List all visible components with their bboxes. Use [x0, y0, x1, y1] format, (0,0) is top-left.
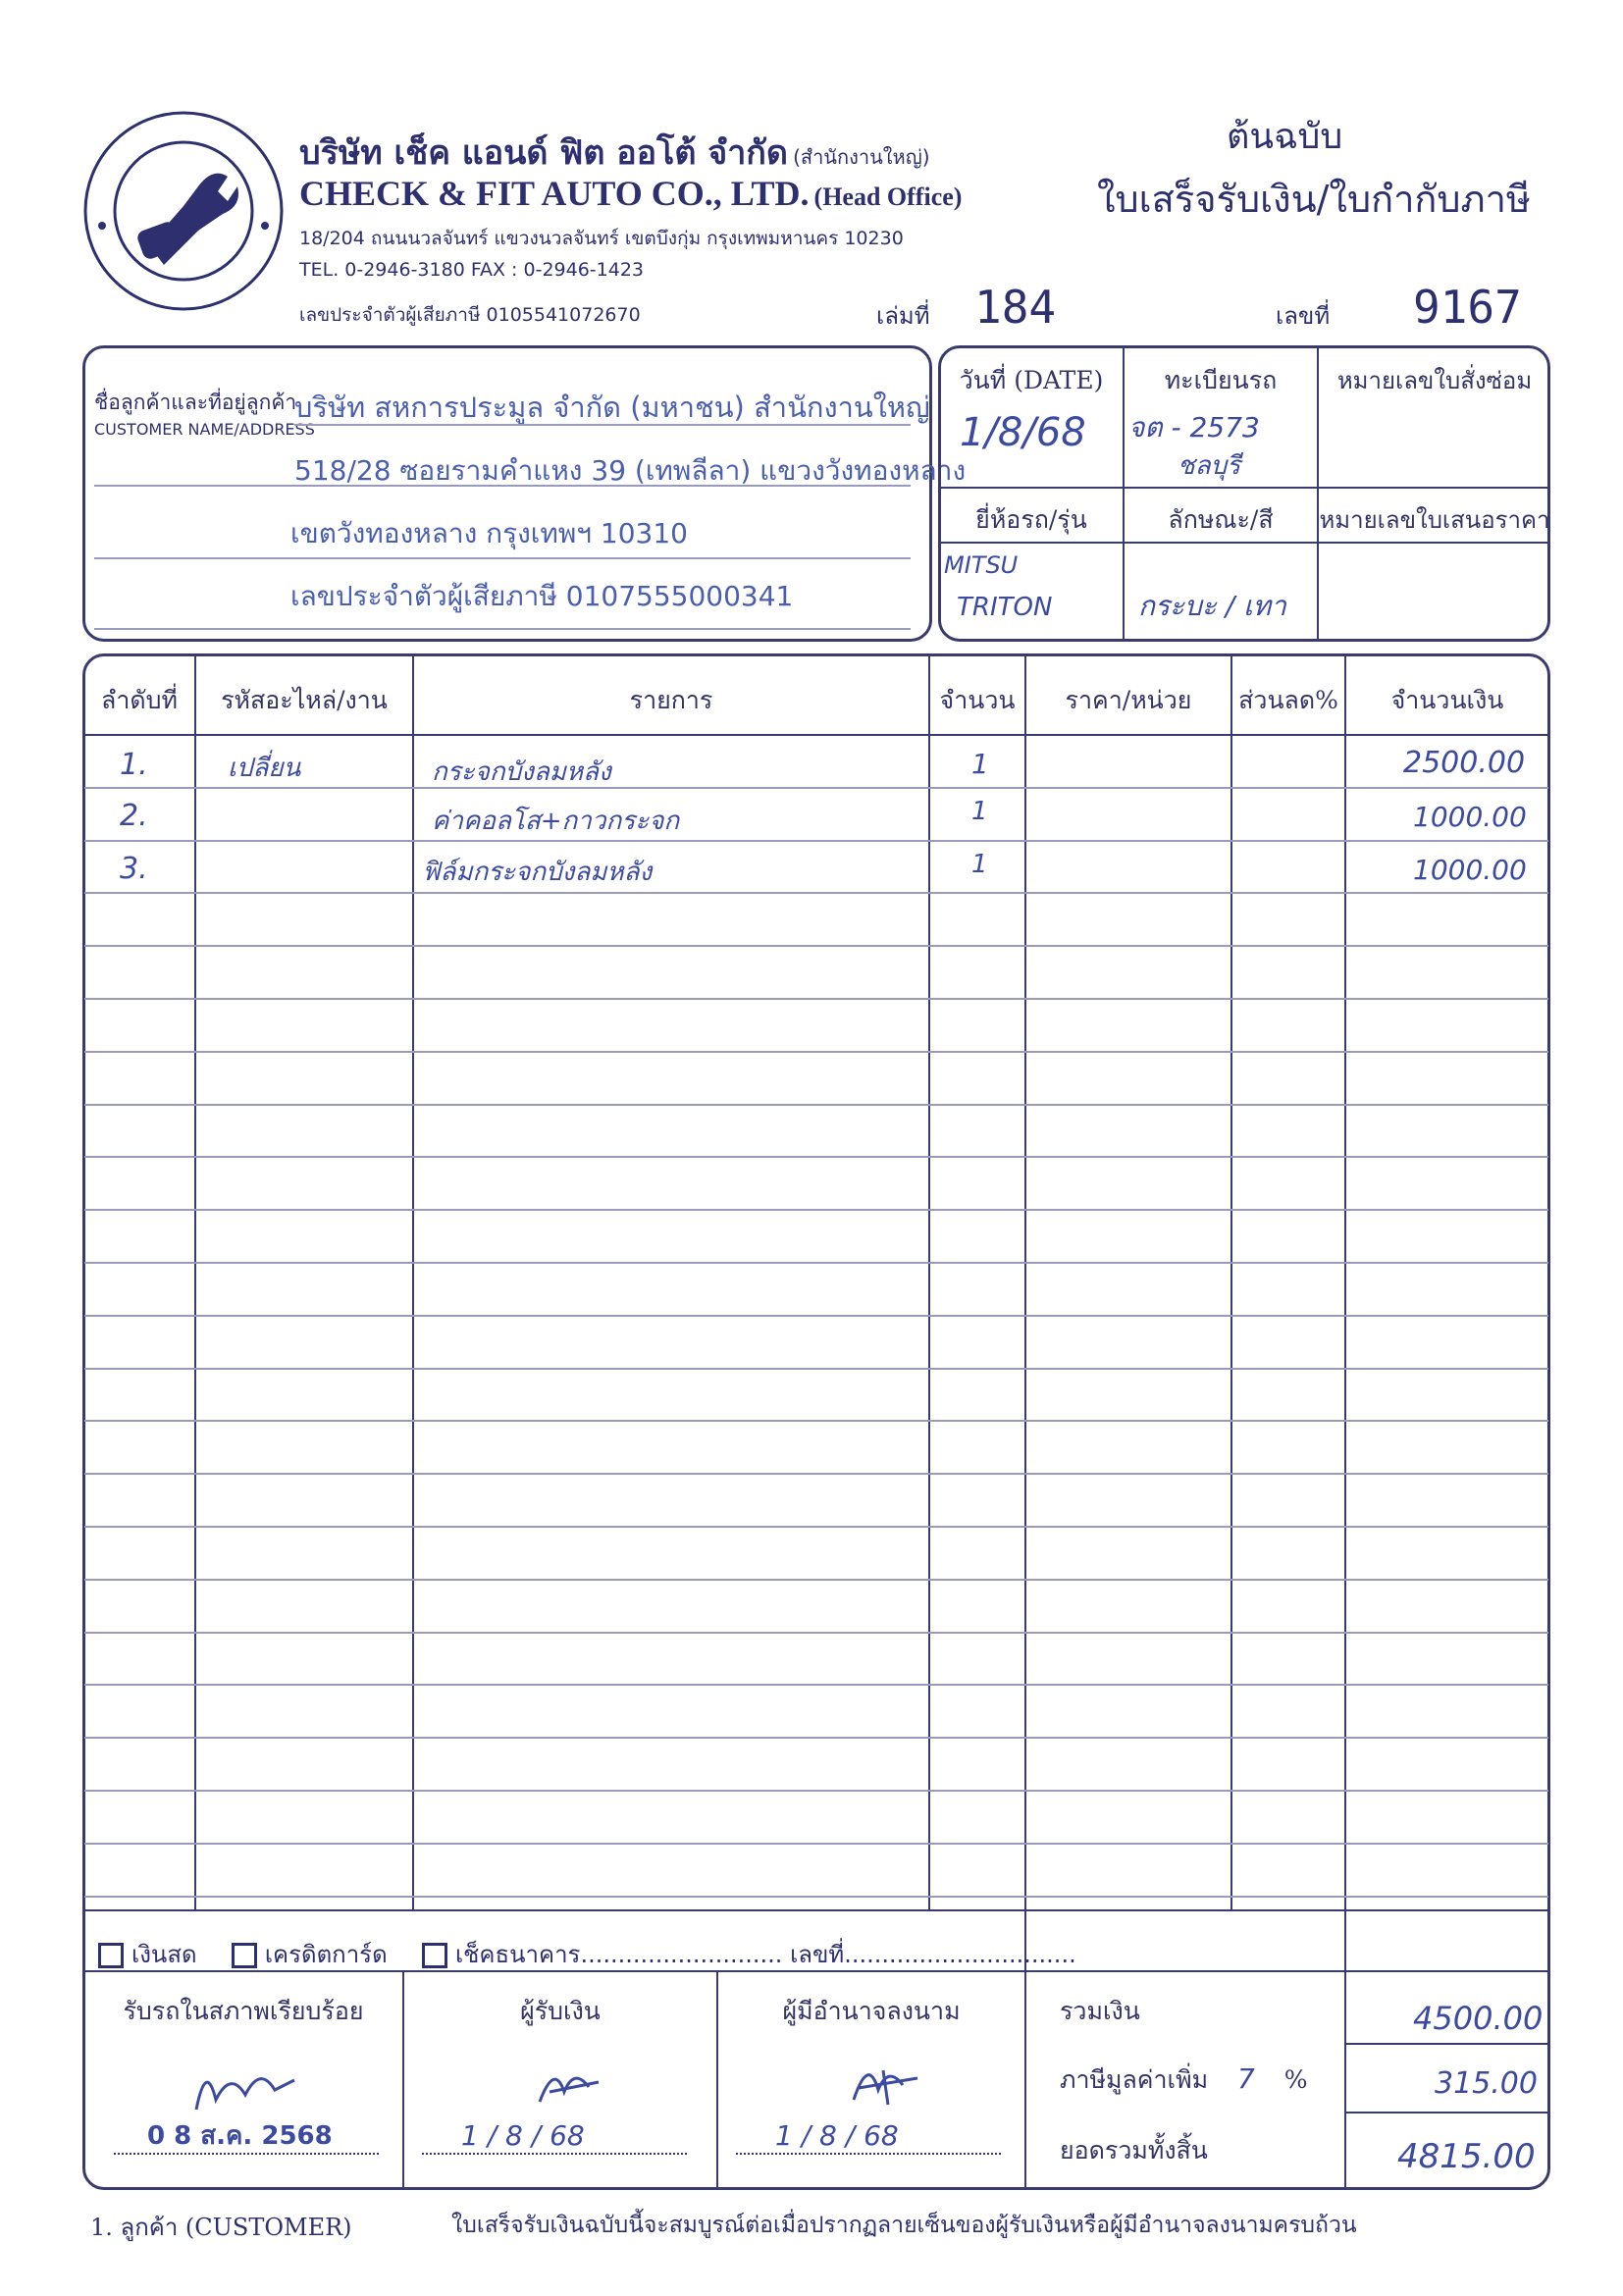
- row-3-qty: 1: [971, 850, 988, 879]
- row-divider: [84, 787, 1548, 789]
- row-2-amount: 1000.00: [1413, 801, 1527, 833]
- receipt-number: 9167: [1413, 281, 1522, 334]
- copy-label: ต้นฉบับ: [1227, 117, 1343, 157]
- customer-label-th: ชื่อลูกค้าและที่อยู่ลูกค้า: [94, 391, 297, 414]
- book-number: 184: [974, 281, 1057, 334]
- copy-note: 1. ลูกค้า (CUSTOMER): [90, 2214, 352, 2241]
- date-value: 1/8/68: [960, 410, 1086, 455]
- row-divider: [84, 1156, 1548, 1158]
- vat-label: ภาษีมูลค่าเพิ่ม: [1060, 2065, 1209, 2094]
- row-divider: [84, 1051, 1548, 1053]
- grand-total-label: ยอดรวมทั้งสิ้น: [1060, 2136, 1208, 2165]
- quote-label: หมายเลขใบเสนอราคา: [1319, 506, 1550, 534]
- col-header-no: ลำดับที่: [101, 686, 178, 714]
- registration-value: จต - 2573: [1128, 411, 1260, 444]
- row-divider: [84, 1737, 1548, 1739]
- customer-tax-id: เลขประจำตัวผู้เสียภาษี 0107555000341: [290, 580, 794, 612]
- cash-label: เงินสด: [131, 1941, 197, 1968]
- col-header-qty: จำนวน: [939, 686, 1016, 714]
- type-label: ลักษณะ/สี: [1168, 505, 1274, 534]
- subtotal-label: รวมเงิน: [1060, 1997, 1140, 2025]
- row-1-desc: กระจกบังลมหลัง: [432, 757, 611, 787]
- row-divider: [84, 1473, 1548, 1475]
- number-label: เลขที่: [1276, 302, 1331, 330]
- row-divider: [84, 1262, 1548, 1264]
- receiver-label: ผู้รับเงิน: [520, 1997, 601, 2025]
- row-divider: [84, 1843, 1548, 1845]
- customer-label-en: CUSTOMER NAME/ADDRESS: [94, 420, 315, 439]
- row-divider: [84, 1896, 1548, 1898]
- row-1-amount: 2500.00: [1403, 746, 1526, 780]
- company-name-th: บริษัท เช็ค แอนด์ ฟิต ออโต้ จำกัด: [299, 133, 788, 173]
- receiver-date: 1 / 8 / 68: [461, 2119, 585, 2152]
- row-divider: [84, 1104, 1548, 1106]
- row-divider: [84, 1790, 1548, 1792]
- received-car-label: รับรถในสภาพเรียบร้อย: [123, 1997, 364, 2025]
- date-label: วันที่ (DATE): [959, 366, 1104, 394]
- row-divider: [84, 1315, 1548, 1317]
- company-name-en: CHECK & FIT AUTO CO., LTD.: [299, 174, 810, 213]
- row-1-code: เปลี่ยน: [228, 754, 301, 783]
- col-header-code: รหัสอะไหล่/งาน: [221, 686, 388, 714]
- row-divider: [84, 1526, 1548, 1528]
- cash-checkbox[interactable]: [98, 1943, 124, 1968]
- customer-name: บริษัท สหการประมูล จำกัด (มหาชน) สำนักงานใหญ่: [294, 391, 930, 424]
- row-2-desc: ค่าคอลโส+กาวกระจก: [432, 807, 680, 836]
- row-1-qty: 1: [971, 748, 989, 780]
- row-divider: [84, 945, 1548, 947]
- row-divider: [84, 1420, 1548, 1422]
- cheque-label: เช็คธนาคาร...........................: [454, 1941, 783, 1968]
- type-value: กระบะ / เทา: [1138, 590, 1286, 622]
- company-branch-en: (Head Office): [813, 183, 963, 211]
- row-1-no: 1.: [120, 748, 148, 782]
- received-date-stamp: 0 8 ส.ค. 2568: [147, 2121, 333, 2151]
- col-header-description: รายการ: [629, 686, 713, 714]
- book-label: เล่มที่: [876, 302, 930, 330]
- model-value: TRITON: [957, 593, 1053, 622]
- row-3-amount: 1000.00: [1413, 854, 1527, 886]
- customer-address-1: 518/28 ซอยรามคำแหง 39 (เทพลีลา) แขวงวังทองหลาง: [294, 454, 967, 487]
- company-tax-id: เลขประจำตัวผู้เสียภาษี 0105541072670: [299, 304, 641, 326]
- brand-label: ยี่ห้อรถ/รุ่น: [975, 505, 1087, 534]
- col-header-discount: ส่วนลด%: [1238, 686, 1338, 714]
- vat-rate: 7: [1237, 2062, 1255, 2095]
- company-address: 18/204 ถนนนวลจันทร์ แขวงนวลจันทร์ เขตบึงกุ่ม กรุงเทพมหานคร 10230: [299, 228, 904, 249]
- row-divider: [84, 1684, 1548, 1686]
- credit-card-label: เครดิตการ์ด: [264, 1941, 388, 1968]
- payment-options: [98, 1935, 1076, 1973]
- row-divider: [84, 1368, 1548, 1370]
- subtotal-value: 4500.00: [1413, 2000, 1544, 2037]
- row-divider: [84, 840, 1548, 842]
- authorized-signature: [834, 2051, 932, 2113]
- document-title: ใบเสร็จรับเงิน/ใบกำกับภาษี: [1097, 178, 1531, 221]
- row-divider: [84, 892, 1548, 894]
- registration-label: ทะเบียนรถ: [1164, 366, 1278, 394]
- vat-value: 315.00: [1435, 2066, 1538, 2101]
- row-divider: [84, 998, 1548, 1000]
- company-logo: [80, 108, 287, 314]
- customer-address-2: เขตวังทองหลาง กรุงเทพฯ 10310: [290, 517, 688, 549]
- receiver-signature: [520, 2053, 618, 2115]
- company-tel-fax: TEL. 0-2946-3180 FAX : 0-2946-1423: [299, 259, 645, 281]
- row-3-desc: ฟิล์มกระจกบังลมหลัง: [422, 858, 653, 887]
- row-2-no: 2.: [120, 799, 148, 833]
- authorized-date: 1 / 8 / 68: [775, 2119, 899, 2152]
- grand-total-value: 4815.00: [1397, 2137, 1536, 2176]
- row-divider: [84, 1209, 1548, 1211]
- row-3-no: 3.: [120, 852, 148, 886]
- cheque-number-label: เลขที่...............................: [790, 1941, 1076, 1968]
- registration-province: ชลบุรี: [1178, 451, 1241, 481]
- row-2-qty: 1: [971, 797, 988, 826]
- vat-percent-sign: %: [1283, 2065, 1308, 2094]
- brand-value: MITSU: [944, 551, 1019, 579]
- col-header-price: ราคา/หน่วย: [1065, 686, 1192, 714]
- footer-note: ใบเสร็จรับเงินฉบับนี้จะสมบูรณ์ต่อเมื่อปรากฏลายเซ็นของผู้รับเงินหรือผู้มีอำนาจลงนามครบถ้วน: [451, 2213, 1357, 2238]
- company-branch-th: (สำนักงานใหญ่): [793, 145, 930, 169]
- authorized-label: ผู้มีอำนาจลงนาม: [782, 1997, 961, 2025]
- credit-card-checkbox[interactable]: [232, 1943, 257, 1968]
- cheque-checkbox[interactable]: [422, 1943, 447, 1968]
- row-divider: [84, 1579, 1548, 1581]
- row-divider: [84, 1632, 1548, 1634]
- repair-order-label: หมายเลขใบสั่งซ่อม: [1336, 367, 1533, 394]
- col-header-amount: จำนวนเงิน: [1390, 686, 1504, 714]
